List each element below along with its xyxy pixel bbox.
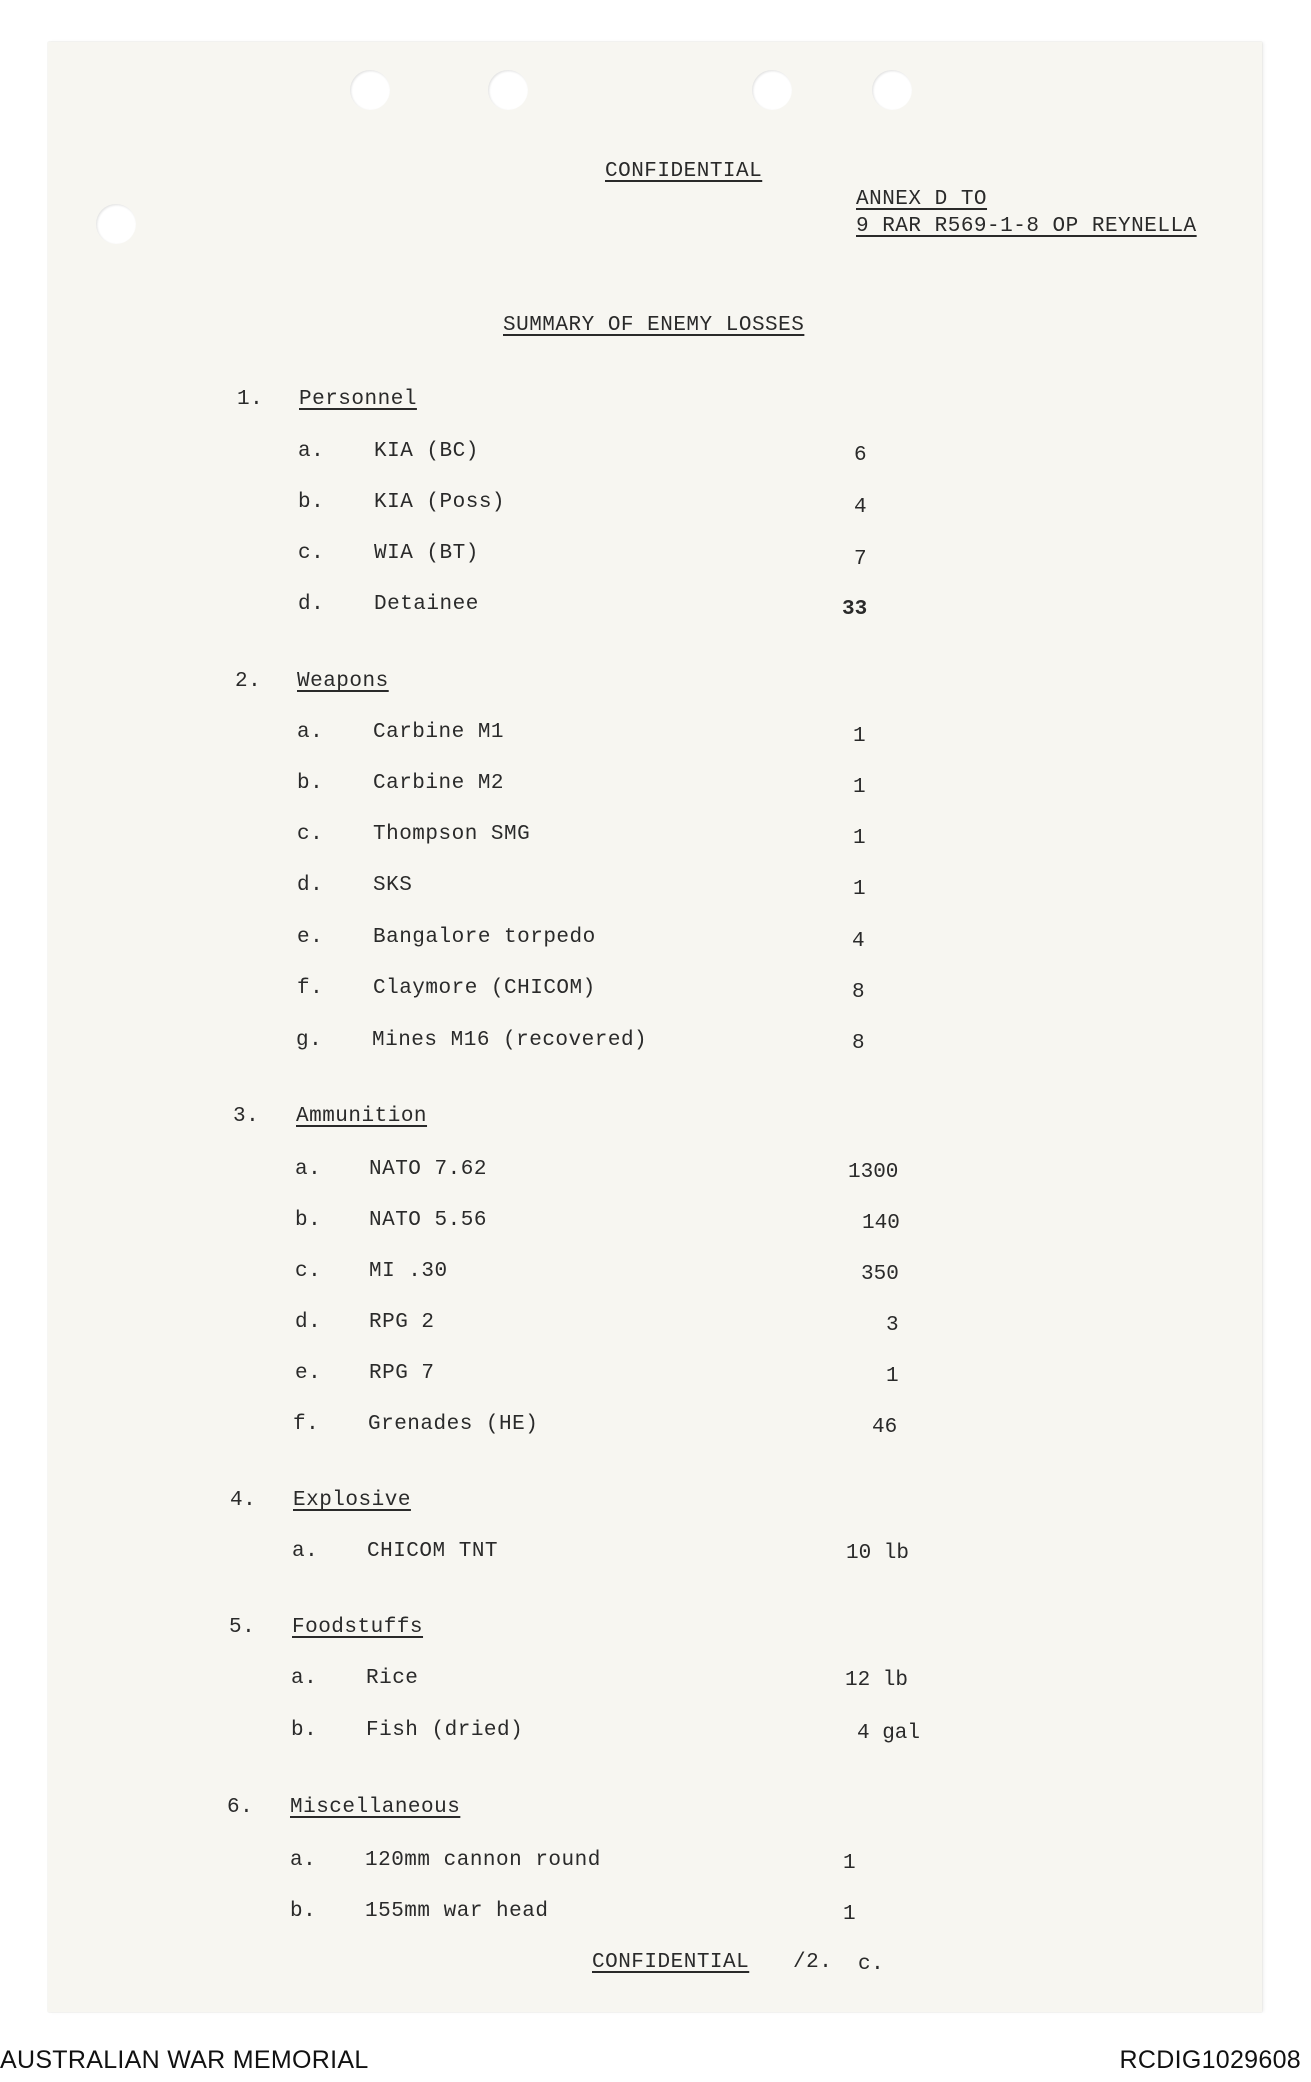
item-label: NATO 5.56 xyxy=(369,1209,487,1232)
item-letter: a. xyxy=(297,721,324,744)
item-value: 33 xyxy=(842,598,868,621)
section-number: 3. xyxy=(233,1105,260,1128)
item-label: Thompson SMG xyxy=(373,823,531,846)
page-continuation: /2. xyxy=(793,1951,833,1974)
page-title: SUMMARY OF ENEMY LOSSES xyxy=(503,314,805,337)
item-letter: a. xyxy=(298,440,325,463)
item-value: 350 xyxy=(861,1263,899,1286)
classification-top: CONFIDENTIAL xyxy=(605,160,763,183)
item-value: 4 gal xyxy=(857,1722,921,1745)
item-label: Detainee xyxy=(374,593,479,616)
item-label: KIA (BC) xyxy=(374,440,479,463)
item-value: 1 xyxy=(853,776,866,799)
item-letter: d. xyxy=(298,593,325,616)
item-label: CHICOM TNT xyxy=(367,1540,499,1563)
item-letter: b. xyxy=(298,491,325,514)
item-letter: a. xyxy=(290,1849,317,1872)
item-label: KIA (Poss) xyxy=(374,491,506,514)
punch-hole xyxy=(872,70,912,110)
item-value: 6 xyxy=(854,444,867,467)
item-letter: c. xyxy=(297,823,324,846)
item-label: 155mm war head xyxy=(365,1900,549,1923)
item-letter: a. xyxy=(295,1158,322,1181)
item-letter: g. xyxy=(296,1029,323,1052)
item-value: 1300 xyxy=(848,1161,899,1184)
item-value: 46 xyxy=(872,1416,898,1439)
item-value: 1 xyxy=(853,878,866,901)
item-value: 1 xyxy=(843,1852,856,1875)
item-value: 1 xyxy=(853,725,866,748)
item-label: Bangalore torpedo xyxy=(373,926,596,949)
section-heading: Explosive xyxy=(293,1489,411,1512)
item-label: Mines M16 (recovered) xyxy=(372,1029,648,1052)
item-letter: b. xyxy=(295,1209,322,1232)
item-value: 1 xyxy=(886,1365,899,1388)
punch-hole xyxy=(96,204,136,244)
item-letter: d. xyxy=(297,874,324,897)
item-value: 3 xyxy=(886,1314,899,1337)
item-label: WIA (BT) xyxy=(374,542,479,565)
item-letter: b. xyxy=(297,772,324,795)
section-heading: Miscellaneous xyxy=(290,1796,461,1819)
item-value: 4 xyxy=(854,496,867,519)
item-label: 120mm cannon round xyxy=(365,1849,601,1872)
item-label: Fish (dried) xyxy=(366,1719,524,1742)
section-heading: Ammunition xyxy=(296,1105,428,1128)
section-number: 5. xyxy=(229,1616,256,1639)
item-value: 1 xyxy=(853,827,866,850)
item-value: 140 xyxy=(862,1212,900,1235)
item-letter: c. xyxy=(298,542,325,565)
item-label: MI .30 xyxy=(369,1260,448,1283)
annex-reference-line1: ANNEX D TO xyxy=(856,188,988,211)
section-heading: Personnel xyxy=(299,388,417,411)
item-label: Claymore (CHICOM) xyxy=(373,977,596,1000)
item-value: 7 xyxy=(854,548,867,571)
item-label: Carbine M1 xyxy=(373,721,505,744)
item-letter: b. xyxy=(290,1900,317,1923)
section-number: 2. xyxy=(235,670,262,693)
item-letter: e. xyxy=(297,926,324,949)
annex-reference-line2: 9 RAR R569-1-8 OP REYNELLA xyxy=(856,215,1197,238)
item-value: 8 xyxy=(852,1032,865,1055)
item-label: SKS xyxy=(373,874,413,897)
archive-id: RCDIG1029608 xyxy=(1119,2046,1301,2074)
item-label: Rice xyxy=(366,1667,419,1690)
punch-hole xyxy=(350,70,390,110)
item-letter: e. xyxy=(295,1362,322,1385)
punch-hole xyxy=(488,70,528,110)
section-number: 4. xyxy=(230,1489,257,1512)
item-label: RPG 7 xyxy=(369,1362,435,1385)
section-number: 1. xyxy=(237,388,264,411)
item-value: 10 lb xyxy=(846,1542,910,1565)
item-letter: f. xyxy=(297,977,324,1000)
classification-bottom: CONFIDENTIAL xyxy=(592,1951,750,1974)
item-letter: a. xyxy=(292,1540,319,1563)
item-label: Carbine M2 xyxy=(373,772,505,795)
item-letter: a. xyxy=(291,1667,318,1690)
item-value: 1 xyxy=(843,1903,856,1926)
item-letter: c. xyxy=(295,1260,322,1283)
section-heading: Foodstuffs xyxy=(292,1616,424,1639)
item-value: 4 xyxy=(852,930,865,953)
item-letter: d. xyxy=(295,1311,322,1334)
item-value: 8 xyxy=(852,981,865,1004)
item-label: RPG 2 xyxy=(369,1311,435,1334)
section-heading: Weapons xyxy=(297,670,389,693)
archive-credit: AUSTRALIAN WAR MEMORIAL xyxy=(0,2046,369,2074)
item-value: 12 lb xyxy=(845,1669,909,1692)
document-page xyxy=(48,42,1262,2012)
item-label: NATO 7.62 xyxy=(369,1158,487,1181)
continuation-letter: c. xyxy=(858,1953,885,1976)
item-letter: b. xyxy=(291,1719,318,1742)
item-letter: f. xyxy=(293,1413,320,1436)
section-number: 6. xyxy=(227,1796,254,1819)
punch-hole xyxy=(752,70,792,110)
item-label: Grenades (HE) xyxy=(368,1413,539,1436)
